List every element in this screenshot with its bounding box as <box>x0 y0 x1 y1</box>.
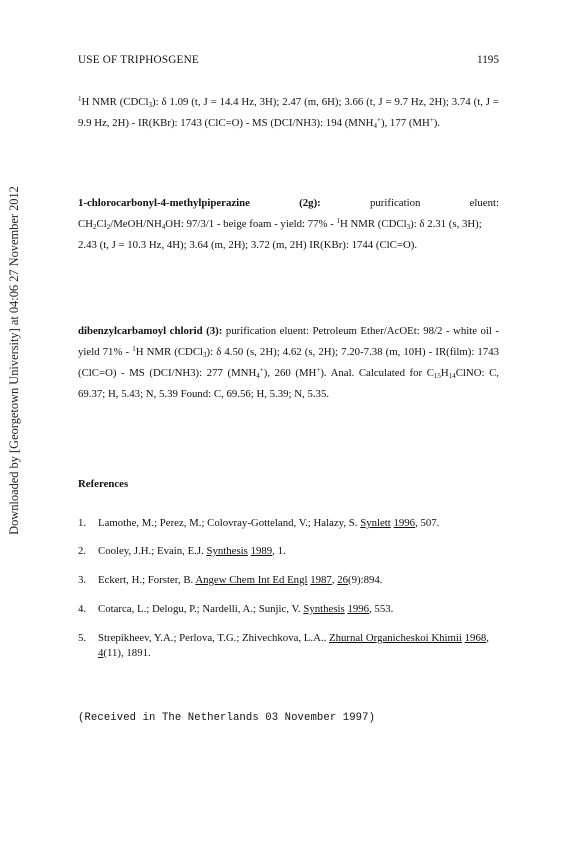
compound-2g-nmr-data: ): δ 2.31 (s, 3H); 2.43 (t, J = 10.3 Hz, 4H); 3.64 (m, 2H); 3.72 (m, 2H) IR(KBr): 1744 (ClC=O). <box>78 218 482 251</box>
reference-item <box>78 573 508 588</box>
reference-year: 1996 <box>347 603 370 615</box>
compound-2g-word-purification: purification <box>370 197 421 209</box>
nmr1-a: H NMR (CDCl <box>81 96 149 108</box>
compound-3-t5: ). Anal. Calculated for C <box>320 367 434 379</box>
reference-body <box>98 602 508 617</box>
download-watermark-text: Downloaded by [Georgetown University] at 04:06 27 November 2012 <box>6 185 21 535</box>
superscript-plus: + <box>376 116 381 124</box>
compound-3-t3: ): δ 4.50 (s, 2H); 4.62 (s, 2H); 7.20-7.38 (m, 10H) - IR(film): 1743 (ClC=O) - MS (DCI/NH3): 277 (MNH <box>78 346 499 379</box>
reference-year: 1989 <box>250 545 273 557</box>
subscript-3: 3 <box>148 101 153 109</box>
compound-3-t1: purification eluent: Petroleum Ether/AcOEt: 98/2 - white oil - yield 71% - <box>78 325 499 358</box>
reference-journal: Synthesis <box>206 545 248 557</box>
reference-item <box>78 516 508 531</box>
nmr1-d: ). <box>433 117 441 129</box>
running-title: USE OF TRIPHOSGENE <box>78 54 199 66</box>
reference-volume: 26 <box>337 574 348 586</box>
compound-2g-paragraph <box>78 193 499 256</box>
reference-journal: Synlett <box>360 517 391 529</box>
compound-2g-nmr-label: H NMR (CDCl <box>340 218 407 230</box>
reference-authors: Cooley, J.H.; Evain, E.J. <box>98 545 207 557</box>
reference-body <box>98 544 508 559</box>
superscript-plus: + <box>429 116 434 124</box>
reference-body <box>98 516 508 531</box>
nmr1-c: ), 177 (MH <box>380 117 430 129</box>
reference-item <box>78 544 508 559</box>
reference-journal: Zhurnal Organicheskoi Khimii <box>329 632 462 644</box>
compound-3-t4: ), 260 (MH <box>263 367 317 379</box>
received-note: (Received in The Netherlands 03 November 1997) <box>78 712 376 724</box>
reference-pages: , 1. <box>272 545 286 557</box>
reference-item <box>78 602 508 617</box>
reference-volume: 4 <box>98 647 104 659</box>
references-list <box>78 516 508 661</box>
compound-3-t6: ClNO: C, 69.37; H, 5.43; N, 5.39 Found: C, 69.56; H, 5.39; N, 5.35. <box>78 367 499 400</box>
reference-authors: Lamothe, M.; Perez, M.; Colovray-Gotteland, V.; Halazy, S. <box>98 517 361 529</box>
reference-body: Strepikheev, Y.A.; Perlova, T.G.; Zhivechkova, L.A.. Zhurnal Organicheskoi Khimii 1968, 4(11), 1891. <box>98 632 489 659</box>
reference-year: 1996 <box>393 517 416 529</box>
nmr1-b: ): δ 1.09 (t, J = 14.4 Hz, 3H); 2.47 (m, 6H); 3.66 (t, J = 9.7 Hz, 2H); 3.74 (t, J = 9.9 Hz, 2H) - IR(KBr): 1743 (ClC=O) - MS (DCI/NH3): 194 (MNH <box>78 96 500 129</box>
reference-number: 4. <box>78 603 87 615</box>
reference-authors: Eckert, H.; Forster, B. <box>98 574 196 586</box>
reference-number: 5. <box>78 632 87 644</box>
reference-journal: Angew Chem Int Ed Engl <box>195 574 308 586</box>
subscript-4: 4 <box>373 122 377 130</box>
reference-authors: Cotarca, L.; Delogu, P.; Nardelli, A.; Sunjic, V. <box>98 603 304 615</box>
reference-item <box>78 631 508 661</box>
compound-3-t2: H NMR (CDCl <box>135 346 204 358</box>
reference-number: 2. <box>78 545 87 557</box>
reference-pages: (9):894. <box>347 574 383 586</box>
compound-2g-heading-line <box>78 193 499 214</box>
reference-number: 3. <box>78 574 87 586</box>
compound-3-name: dibenzylcarbamoyl chlorid (3): <box>78 325 223 337</box>
compound-2g-label: (2g): <box>299 197 321 209</box>
reference-pages: (11), 1891. <box>103 647 151 659</box>
compound-2g-body: $CH_2Cl_2/MeOH/NH_4OH$: 97/3/1 - beige foam - yield: 77% - $^1$H NMR (CDCl$_3$): δ 2.31 (s, 3H); 2.43 (t, J = 10.3 Hz, 4H); 3.64 (m, 2H); 3.72 (m, 2H) IR(KBr): 1744 (ClC=O). <box>78 217 482 251</box>
reference-year: 1968 <box>464 632 487 644</box>
superscript-1: 1 <box>78 95 82 103</box>
reference-pages: , 507. <box>415 517 440 529</box>
compound-3-paragraph: dibenzylcarbamoyl chlorid (3): purification eluent: Petroleum Ether/AcOEt: 98/2 - white oil - yield 71% - $^1$H NMR (CDCl$_3$): δ 4.50 (s, 2H); 4.62 (s, 2H); 7.20-7.38 (m, 10H) - IR(film): 1743 (ClC=O) - MS (DCI/NH3): 277 $(MNH_4^+)$, 260 (MH+). Anal. Calculated for $C_{15}H_{14}ClNO$: C, 69.37; H, 5.43; N, 5.39 Found: C, 69.56; H, 5.39; N, 5.35. <box>78 325 499 400</box>
running-header <box>78 54 499 72</box>
page-number: 1195 <box>477 54 499 66</box>
references-heading: References <box>78 478 129 490</box>
reference-authors: Strepikheev, Y.A.; Perlova, T.G.; Zhivechkova, L.A.. <box>98 632 329 644</box>
reference-journal: Synthesis <box>303 603 345 615</box>
reference-pages: , 553. <box>369 603 394 615</box>
reference-body: Eckert, H.; Forster, B. Angew Chem Int Ed Engl 1987, 26(9):894. <box>98 574 383 586</box>
compound-2g-word-eluent: eluent: <box>469 197 499 209</box>
download-watermark <box>4 150 24 570</box>
compound-2g-solvent: OH: 97/3/1 - beige foam - yield: 77% - <box>165 218 337 230</box>
nmr-paragraph-1 <box>78 92 499 134</box>
reference-year: 1987 <box>310 574 332 586</box>
compound-2g-name: 1-chlorocarbonyl-4-methylpiperazine <box>78 197 250 209</box>
reference-number: 1. <box>78 517 87 529</box>
